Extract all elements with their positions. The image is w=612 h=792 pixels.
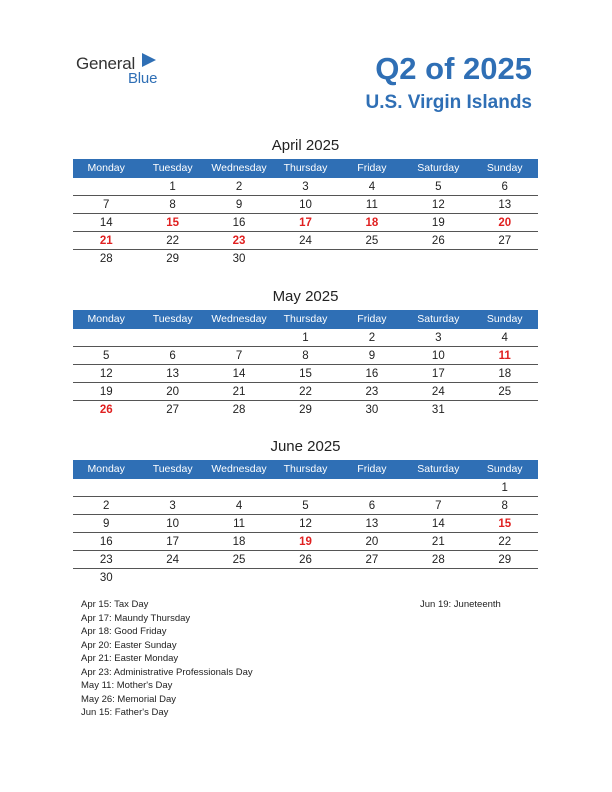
weekday-header xyxy=(73,159,538,178)
day-cell: 24 xyxy=(299,235,312,247)
region-title: U.S. Virgin Islands xyxy=(365,92,532,113)
weekday-label: Tuesday xyxy=(152,463,193,475)
day-cell: 15 xyxy=(299,368,312,380)
day-cell: 29 xyxy=(498,554,512,566)
calendar-grid xyxy=(73,479,538,586)
day-cell: 19 xyxy=(431,217,445,229)
day-cell: 15 xyxy=(166,217,180,229)
week-row xyxy=(73,551,538,569)
day-cell: 3 xyxy=(302,181,309,193)
day-cell: 30 xyxy=(99,572,113,584)
weekday-label: Thursday xyxy=(283,162,328,174)
day-cell: 1 xyxy=(501,482,508,494)
weekday-label: Sunday xyxy=(486,162,523,174)
day-cell: 10 xyxy=(166,518,180,530)
weekday-label: Saturday xyxy=(417,162,460,174)
day-cell: 5 xyxy=(103,350,110,362)
day-cell: 26 xyxy=(99,404,113,416)
weekday-label: Saturday xyxy=(417,463,460,475)
day-cell: 20 xyxy=(365,536,379,548)
day-cell: 16 xyxy=(365,368,379,380)
day-cell: 3 xyxy=(169,500,176,512)
day-cell xyxy=(73,479,139,496)
day-cell: 17 xyxy=(431,368,445,380)
day-cell: 3 xyxy=(435,332,442,344)
day-cell xyxy=(73,178,139,195)
day-cell: 10 xyxy=(299,199,312,211)
day-cell: 16 xyxy=(232,217,246,229)
day-cell: 22 xyxy=(498,536,512,548)
holiday-note: Apr 15: Tax Day xyxy=(81,599,149,610)
day-cell: 6 xyxy=(501,181,508,193)
day-cell: 14 xyxy=(99,217,113,229)
calendar-grid xyxy=(73,329,538,418)
day-cell: 15 xyxy=(498,518,512,530)
day-cell: 6 xyxy=(368,500,376,512)
day-cell xyxy=(405,250,471,267)
month-may xyxy=(73,288,538,418)
day-cell: 7 xyxy=(235,350,243,362)
day-cell: 14 xyxy=(431,518,445,530)
day-cell: 31 xyxy=(431,404,445,416)
week-row xyxy=(73,232,538,250)
holiday-note: Apr 17: Maundy Thursday xyxy=(81,612,191,624)
weekday-label: Saturday xyxy=(417,313,460,325)
day-cell: 17 xyxy=(299,217,312,229)
weekday-label: Monday xyxy=(87,313,125,325)
day-cell: 8 xyxy=(501,500,508,512)
day-cell xyxy=(272,479,338,496)
day-cell: 13 xyxy=(365,518,379,530)
weekday-label: Tuesday xyxy=(152,162,193,174)
day-cell: 27 xyxy=(365,554,379,566)
day-cell: 18 xyxy=(232,536,246,548)
day-cell xyxy=(206,569,272,586)
day-cell: 6 xyxy=(169,350,176,362)
day-cell: 24 xyxy=(166,554,180,566)
weekday-label: Wednesday xyxy=(211,463,267,475)
weekday-header xyxy=(73,310,538,329)
month-title: June 2025 xyxy=(270,438,341,455)
day-cell: 8 xyxy=(169,199,176,211)
day-cell: 25 xyxy=(498,386,512,398)
day-cell: 8 xyxy=(302,350,309,362)
holiday-note: Apr 20: Easter Sunday xyxy=(81,639,177,651)
calendar-grid xyxy=(73,178,538,267)
day-cell xyxy=(272,250,338,267)
weekday-label: Monday xyxy=(87,162,125,174)
day-cell: 11 xyxy=(233,518,246,530)
day-cell: 9 xyxy=(368,350,376,362)
day-cell: 4 xyxy=(501,332,508,344)
day-cell xyxy=(206,479,272,496)
day-cell: 1 xyxy=(169,181,176,193)
day-cell: 9 xyxy=(235,199,243,211)
week-row xyxy=(73,479,538,497)
week-row xyxy=(73,533,538,551)
day-cell: 24 xyxy=(431,386,445,398)
week-row xyxy=(73,401,538,418)
weekday-label: Sunday xyxy=(486,463,523,475)
weekday-label: Wednesday xyxy=(211,313,267,325)
week-row xyxy=(73,250,538,267)
day-cell: 5 xyxy=(302,500,309,512)
day-cell: 2 xyxy=(368,332,376,344)
week-row xyxy=(73,569,538,586)
month-april xyxy=(73,137,538,267)
day-cell: 19 xyxy=(299,536,312,548)
day-cell: 30 xyxy=(232,253,246,265)
weekday-label: Friday xyxy=(357,463,387,475)
day-cell: 2 xyxy=(235,181,243,193)
weekday-label: Wednesday xyxy=(211,162,267,174)
day-cell: 22 xyxy=(166,235,180,247)
day-cell: 25 xyxy=(232,554,246,566)
day-cell: 19 xyxy=(99,386,113,398)
holiday-note: Apr 23: Administrative Professionals Day xyxy=(81,666,253,678)
weekday-label: Sunday xyxy=(486,313,523,325)
day-cell: 27 xyxy=(498,235,512,247)
logo xyxy=(76,52,176,88)
day-cell xyxy=(405,479,471,496)
day-cell: 18 xyxy=(498,368,512,380)
week-row xyxy=(73,383,538,401)
month-june xyxy=(73,438,538,586)
day-cell: 30 xyxy=(365,404,379,416)
holiday-notes-right xyxy=(420,598,501,612)
day-cell: 9 xyxy=(103,518,110,530)
holiday-note: May 11: Mother's Day xyxy=(81,680,173,691)
day-cell: 21 xyxy=(232,386,246,398)
page-title: Q2 of 2025 xyxy=(375,51,532,86)
day-cell: 7 xyxy=(103,199,110,211)
week-row xyxy=(73,365,538,383)
week-row xyxy=(73,178,538,196)
day-cell: 12 xyxy=(99,368,113,380)
day-cell xyxy=(139,329,205,346)
day-cell: 26 xyxy=(431,235,445,247)
day-cell: 5 xyxy=(435,181,442,193)
day-cell: 28 xyxy=(99,253,113,265)
holiday-note: Jun 15: Father's Day xyxy=(81,707,169,718)
weekday-label: Tuesday xyxy=(152,313,193,325)
day-cell xyxy=(139,569,205,586)
holiday-note: Apr 18: Good Friday xyxy=(81,626,167,637)
week-row xyxy=(73,214,538,232)
day-cell xyxy=(472,250,538,267)
weekday-header xyxy=(73,460,538,479)
week-row xyxy=(73,515,538,533)
holiday-note: Apr 21: Easter Monday xyxy=(81,653,179,664)
day-cell: 29 xyxy=(299,404,312,416)
day-cell: 21 xyxy=(99,235,113,247)
day-cell xyxy=(206,329,272,346)
day-cell xyxy=(472,569,538,586)
day-cell: 29 xyxy=(166,253,180,265)
holiday-note: Jun 19: Juneteenth xyxy=(420,599,501,610)
day-cell: 11 xyxy=(498,350,511,362)
day-cell xyxy=(73,329,139,346)
day-cell: 13 xyxy=(166,368,180,380)
day-cell xyxy=(472,401,538,418)
day-cell: 18 xyxy=(365,217,379,229)
logo-blue-text: Blue xyxy=(128,70,158,87)
day-cell: 4 xyxy=(368,181,376,193)
day-cell: 11 xyxy=(365,199,378,211)
weekday-label: Thursday xyxy=(283,463,328,475)
day-cell: 20 xyxy=(498,217,512,229)
day-cell: 14 xyxy=(232,368,246,380)
day-cell: 10 xyxy=(431,350,445,362)
day-cell: 21 xyxy=(431,536,445,548)
month-title: April 2025 xyxy=(271,137,340,154)
day-cell: 25 xyxy=(365,235,379,247)
holiday-note: May 26: Memorial Day xyxy=(81,693,177,705)
day-cell: 12 xyxy=(431,199,445,211)
weekday-label: Friday xyxy=(357,313,387,325)
week-row xyxy=(73,497,538,515)
day-cell xyxy=(339,479,405,496)
day-cell xyxy=(139,479,205,496)
day-cell xyxy=(272,569,338,586)
day-cell: 28 xyxy=(431,554,445,566)
day-cell: 20 xyxy=(166,386,180,398)
day-cell: 27 xyxy=(166,404,180,416)
logo-general-text: General xyxy=(76,54,136,73)
day-cell: 17 xyxy=(166,536,180,548)
week-row xyxy=(73,329,538,347)
day-cell xyxy=(405,569,471,586)
day-cell: 4 xyxy=(235,500,243,512)
weekday-label: Friday xyxy=(357,162,387,174)
week-row xyxy=(73,347,538,365)
day-cell: 23 xyxy=(99,554,113,566)
day-cell: 2 xyxy=(103,500,110,512)
day-cell xyxy=(339,250,405,267)
day-cell: 16 xyxy=(99,536,113,548)
day-cell: 23 xyxy=(365,386,379,398)
day-cell: 23 xyxy=(232,235,246,247)
day-cell: 1 xyxy=(302,332,309,344)
holiday-notes-left xyxy=(81,598,253,720)
day-cell: 28 xyxy=(232,404,246,416)
flag-icon xyxy=(142,53,156,67)
week-row xyxy=(73,196,538,214)
day-cell: 13 xyxy=(498,199,512,211)
weekday-label: Monday xyxy=(87,463,125,475)
weekday-label: Thursday xyxy=(283,313,328,325)
day-cell xyxy=(339,569,405,586)
day-cell: 7 xyxy=(435,500,442,512)
day-cell: 22 xyxy=(299,386,312,398)
month-title: May 2025 xyxy=(272,288,339,305)
day-cell: 26 xyxy=(299,554,312,566)
day-cell: 12 xyxy=(299,518,312,530)
